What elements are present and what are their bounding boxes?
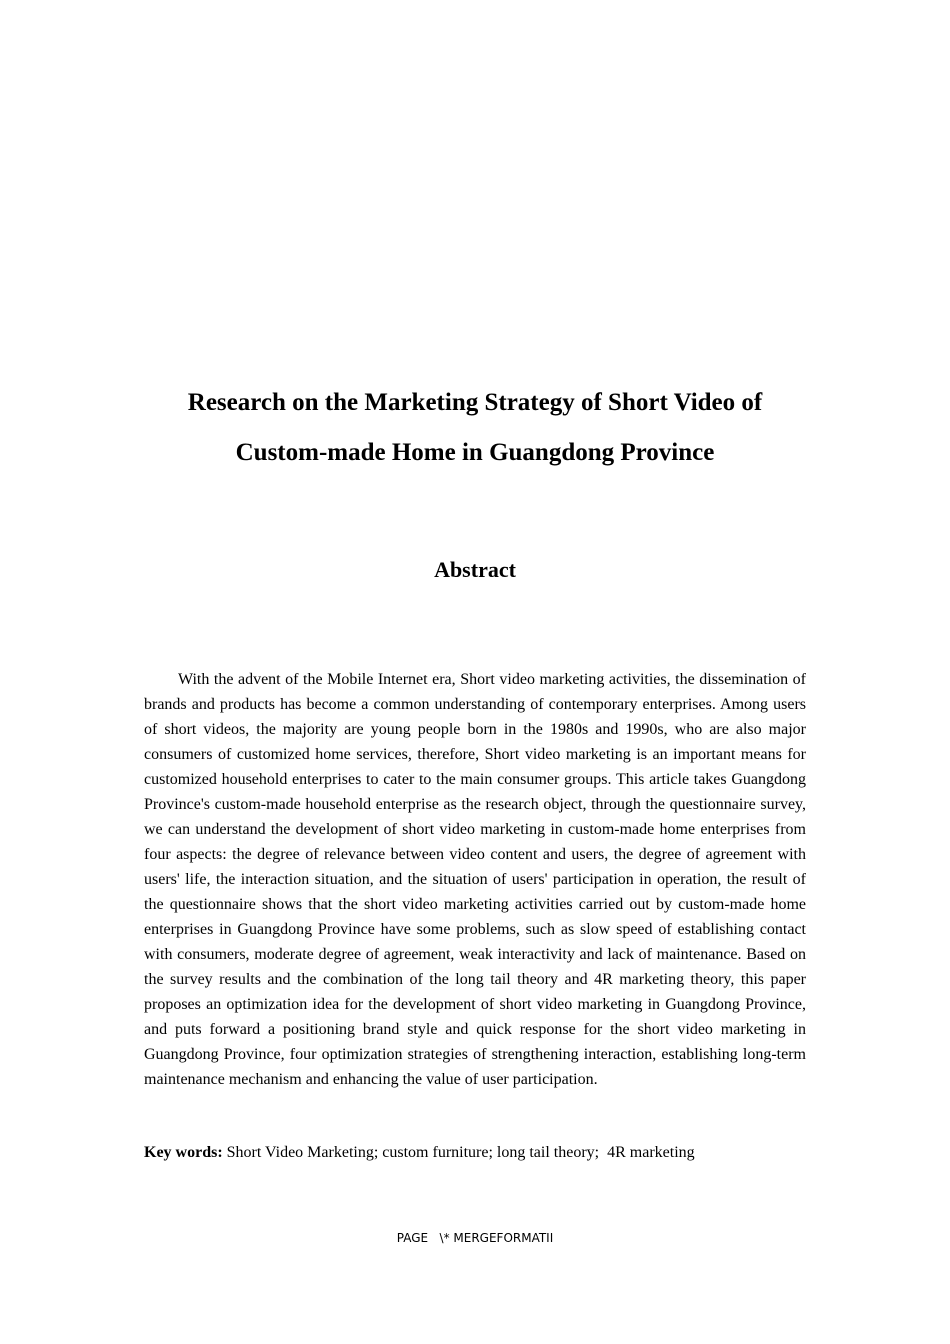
title-line-2: Custom-made Home in Guangdong Province (235, 439, 715, 466)
keywords-label: Key words: (144, 1144, 223, 1161)
keywords-line (144, 1140, 806, 1165)
abstract-body: With the advent of the Mobile Internet era, Short video marketing activities, the dissemination of brands and products has become a common understanding of contemporary enterprises. Among users of short videos, the majority are young people born in the 1980s and 1990s, who are also major consumers of customized home services, therefore, Short video marketing is an important means for customized household enterprises to cater to the main consumer groups. This article takes Guangdong Province's custom-made household enterprise as the research object, through the questionnaire survey, we can understand the development of short video marketing in custom-made home enterprises from four aspects: the degree of relevance between video content and users, the degree of agreement with users' life, the interaction situation, and the situation of users' participation in operation, the result of the questionnaire shows that the short video marketing activities carried out by custom-made home enterprises in Guangdong Province have some problems, such as slow speed of establishing contact with consumers, moderate degree of agreement, weak interactivity and lack of maintenance. Based on the survey results and the combination of the long tail theory and 4R marketing theory, this paper proposes an optimization idea for the development of short video marketing in Guangdong Province, and puts forward a positioning brand style and quick response for the short video marketing in Guangdong Province, four optimization strategies of strengthening interaction, establishing long-term maintenance mechanism and enhancing the value of user participation. (144, 671, 806, 1088)
page-footer: PAGE \* MERGEFORMATII (396, 1231, 554, 1245)
document-title (100, 378, 850, 478)
abstract-heading: Abstract (434, 557, 516, 582)
title-line-1: Research on the Marketing Strategy of Short Video of (187, 389, 763, 416)
keywords-text: Short Video Marketing; custom furniture; long tail theory; 4R marketing (222, 1144, 695, 1161)
